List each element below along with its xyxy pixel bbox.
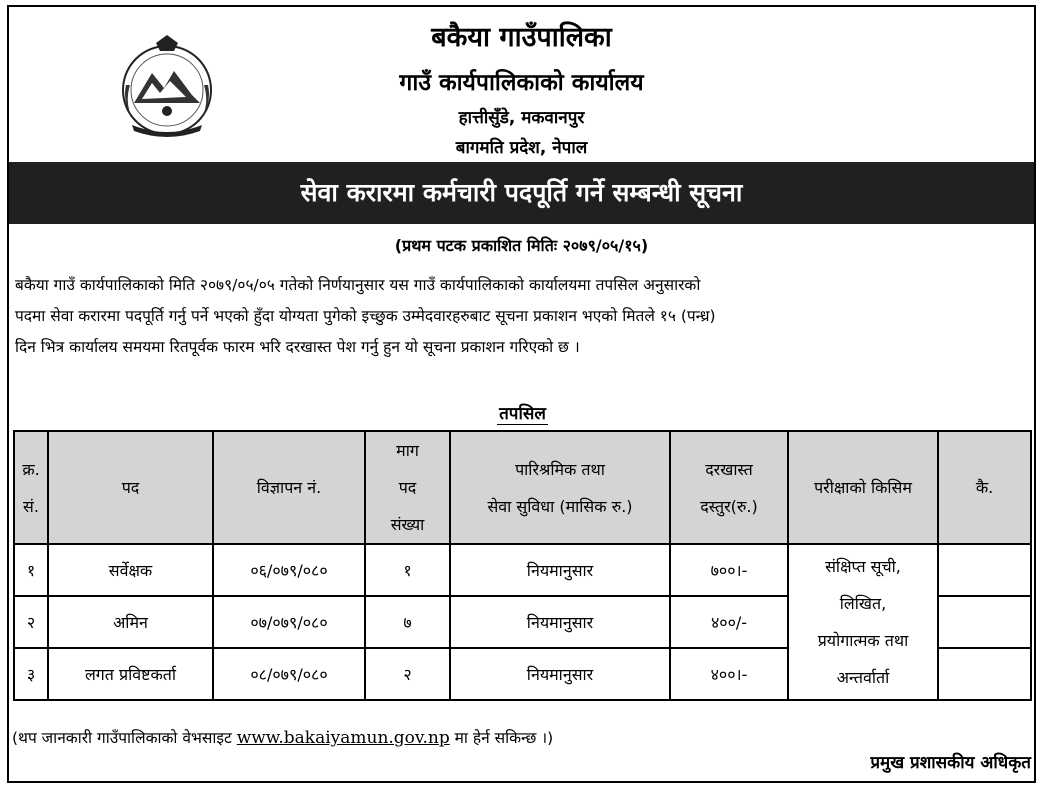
website-link[interactable]: www.bakaiyamun.gov.np <box>236 728 450 748</box>
cell-remarks <box>938 544 1031 596</box>
cell-count: १ <box>365 544 450 596</box>
cell-serial: ३ <box>14 648 48 700</box>
header-address: हात्तीसुँडे, मकवानपुर <box>458 108 585 128</box>
paragraph-line: पदमा सेवा करारमा पदपूर्ति गर्नु पर्ने भएको हुँदा योग्यता पुगेको इच्छुक उम्मेदवारहरुबाट सूचना प्रकाशन भएको मितले १५ (पन्ध्र) <box>15 307 716 325</box>
publication-date: (प्रथम पटक प्रकाशित मितिः २०७९/०५/१५) <box>394 236 649 255</box>
header-province: बागमति प्रदेश, नेपाल <box>455 138 588 158</box>
header-ad-no: विज्ञापन नं. <box>213 431 365 544</box>
cell-ad-no: ०८/०७९/०८० <box>213 648 365 700</box>
table-row <box>14 544 1031 596</box>
cell-fee: ४००/- <box>670 596 788 648</box>
paragraph-line: दिन भित्र कार्यालय समयमा रितपूर्वक फारम भरि दरखास्त पेश गर्नु हुन यो सूचना प्रकाशन गरिएको छ । <box>15 338 580 356</box>
header-fee: दरखास्त दस्तुर(रु.) <box>670 431 788 544</box>
cell-post: लगत प्रविष्टकर्ता <box>48 648 213 700</box>
cell-fee: ७००।- <box>670 544 788 596</box>
footnote <box>12 726 553 748</box>
header-remarks: कै. <box>938 431 1031 544</box>
signatory-title: प्रमुख प्रशासकीय अधिकृत <box>870 753 1031 773</box>
cell-exam-type: संक्षिप्त सूची, लिखित, प्रयोगात्मक तथा अन्तर्वार्ता <box>788 544 938 700</box>
footnote-suffix: मा हेर्न सकिन्छ ।) <box>449 729 554 747</box>
cell-ad-no: ०६/०७९/०८० <box>213 544 365 596</box>
cell-fee: ४००।- <box>670 648 788 700</box>
section-label: तपसिल <box>499 404 546 424</box>
paragraph-line: बकैया गाउँ कार्यपालिकाको मिति २०७९/०५/०५ गतेको निर्णयानुसार यस गाउँ कार्यपालिकाको कार्यालयमा तपसिल अनुसारको <box>15 276 701 294</box>
cell-count: २ <box>365 648 450 700</box>
cell-remarks <box>938 596 1031 648</box>
header-municipality-name: बकैया गाउँपालिका <box>431 22 612 53</box>
header-serial: क्र. सं. <box>14 431 48 544</box>
header <box>9 7 1034 162</box>
header-demand-count: माग पद संख्या <box>365 431 450 544</box>
cell-remarks <box>938 648 1031 700</box>
cell-serial: १ <box>14 544 48 596</box>
cell-salary: नियमानुसार <box>450 596 670 648</box>
table-header-row <box>14 431 1031 544</box>
cell-count: ७ <box>365 596 450 648</box>
header-post: पद <box>48 431 213 544</box>
vacancy-table <box>13 430 1032 701</box>
header-office-name: गाउँ कार्यपालिकाको कार्यालय <box>399 70 644 96</box>
cell-post: अमिन <box>48 596 213 648</box>
notice-title: सेवा करारमा कर्मचारी पदपूर्ति गर्ने सम्बन्धी सूचना <box>9 162 1034 224</box>
header-exam-type: परीक्षाको किसिम <box>788 431 938 544</box>
cell-salary: नियमानुसार <box>450 544 670 596</box>
cell-salary: नियमानुसार <box>450 648 670 700</box>
cell-ad-no: ०७/०७९/०८० <box>213 596 365 648</box>
notice-paragraph <box>15 270 1032 363</box>
cell-serial: २ <box>14 596 48 648</box>
cell-post: सर्वेक्षक <box>48 544 213 596</box>
header-salary: पारिश्रमिक तथा सेवा सुविधा (मासिक रु.) <box>450 431 670 544</box>
footnote-prefix: (थप जानकारी गाउँपालिकाको वेभसाइट <box>12 729 237 747</box>
